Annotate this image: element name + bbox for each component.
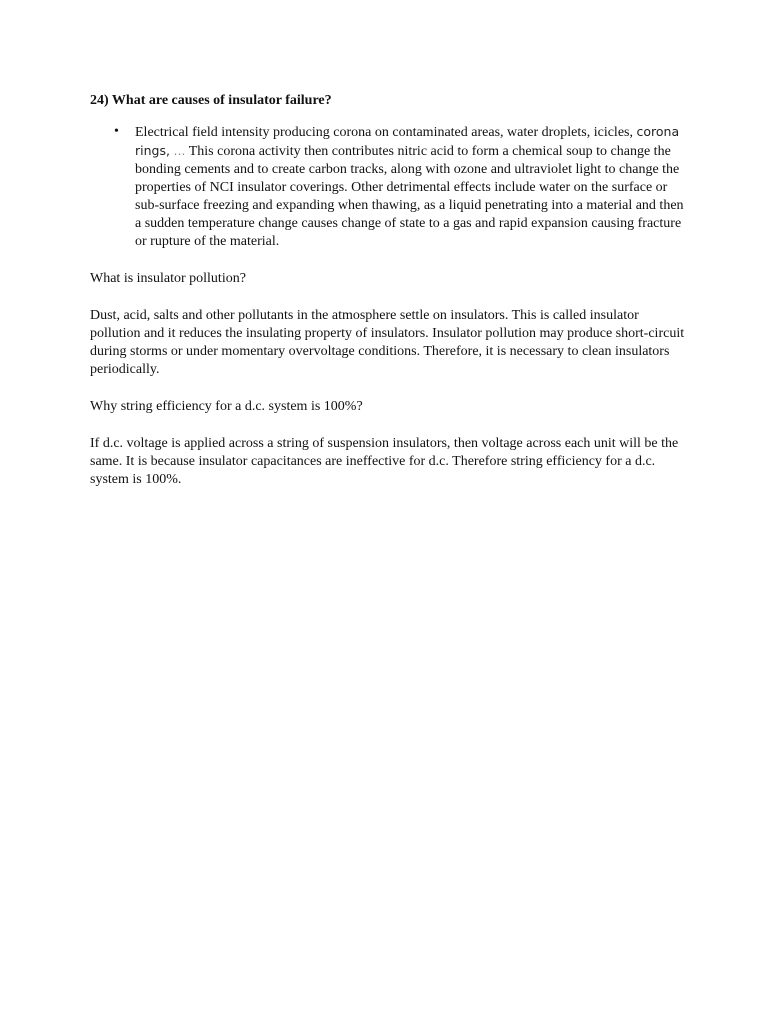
bullet-marker: • xyxy=(114,124,119,139)
ellipsis-mark: … xyxy=(173,144,186,158)
corona-rings-term: corona rings, xyxy=(135,124,680,158)
answer-string-efficiency: If d.c. voltage is applied across a string of suspension insulators, then voltage across each unit will be the same. It is because insulator capacitances are ineffective for d.c. Therefore string efficiency for a d.c. system is 100%. xyxy=(90,436,679,487)
bullet-text-start: Electrical field intensity producing corona on contaminated areas, water droplets, icicles, xyxy=(135,125,633,140)
list-item xyxy=(90,123,685,251)
question-pollution: What is insulator pollution? xyxy=(90,271,246,286)
answer-pollution: Dust, acid, salts and other pollutants in the atmosphere settle on insulators. This is called insulator pollution and it reduces the insulating property of insulators. Insulator pollution may produce short-circuit during storms or under momentary overvoltage conditions. Therefore, it is necessary to clean insulators periodically. xyxy=(90,308,685,377)
question-string-efficiency: Why string efficiency for a d.c. system is 100%? xyxy=(90,399,363,414)
question-heading: 24) What are causes of insulator failure? xyxy=(90,93,332,108)
causes-list xyxy=(90,123,690,251)
document-content xyxy=(90,92,690,508)
bullet-text-continuation: This corona activity then contributes nitric acid to form a chemical soup to change the bonding cements and to create carbon tracks, along with ozone and ultraviolet light to change the properties of NCI insulator coverings. Other detrimental effects include water on the surface or sub-surface freezing and expanding when thawing, as a liquid penetrating into a material and then a sudden temperature change causes change of state to a gas and rapid expansion causing fracture or rupture of the material. xyxy=(135,144,684,249)
